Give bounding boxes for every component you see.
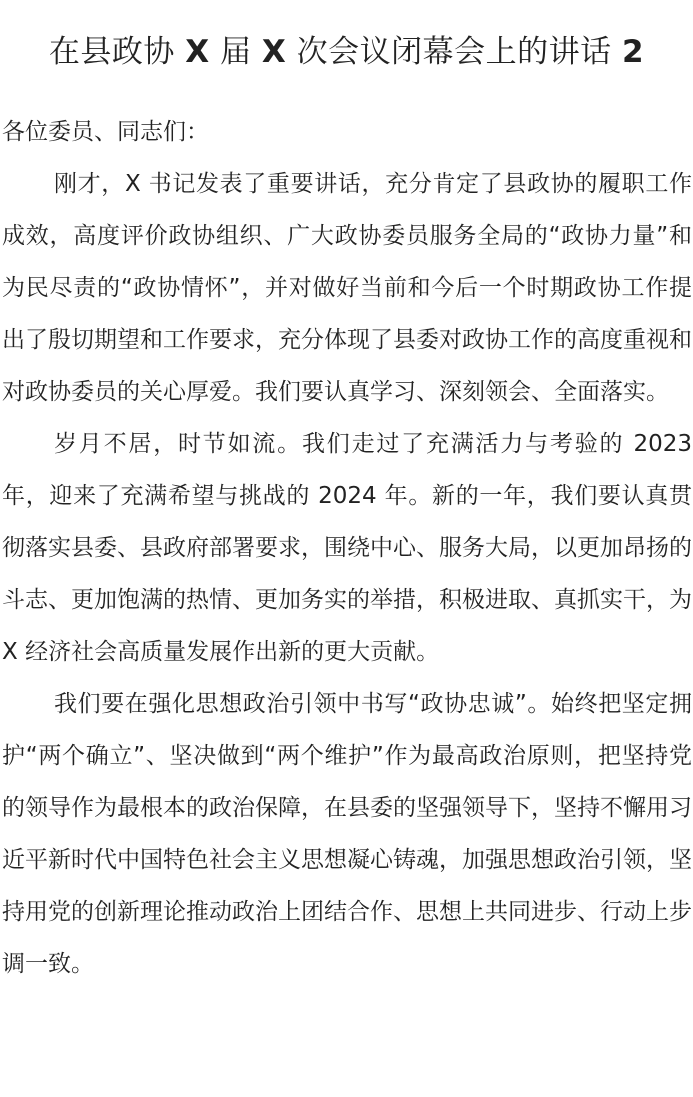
title-text-1: 在县政协 — [48, 34, 186, 70]
title-session-x: X — [185, 34, 210, 70]
paragraph-1: 刚才，X 书记发表了重要讲话，充分肯定了县政协的履职工作成效，高度评价政协组织、广大政协委员服务全局的“政协力量”和为民尽责的“政协情怀”，并对做好当前和今后一个时期政协工作提出了殷切期望和工作要求，充分体现了县委对政协工作的高度重视和对政协委员的关心厚爱。我们要认真学习、深刻领会、全面落实。 — [2, 171, 692, 405]
paragraph-2: 岁月不居，时节如流。我们走过了充满活力与考验的 2023 年，迎来了充满希望与挑战的 2024 年。新的一年，我们要认真贯彻落实县委、县政府部署要求，围绕中心、服务大局，以更加昂扬的斗志、更加饱满的热情、更加务实的举措，积极进取、真抓实干，为 X 经济社会高质量发展作出新的更大贡献。 — [2, 431, 692, 665]
title-text-3: 次会议闭幕会上的讲话 — [286, 34, 623, 70]
paragraph-3: 我们要在强化思想政治引领中书写“政协忠诚”。始终把坚定拥护“两个确立”、坚决做到“两个维护”作为最高政治原则，把坚持党的领导作为最根本的政治保障，在县委的坚强领导下，坚持不懈用习近平新时代中国特色社会主义思想凝心铸魂，加强思想政治引领，坚持用党的创新理论推动政治上团结合作、思想上共同进步、行动上步调一致。 — [2, 691, 692, 977]
title-meeting-x: X — [261, 34, 287, 70]
document-body — [2, 106, 692, 990]
title-number: 2 — [622, 34, 645, 70]
document-title — [0, 0, 693, 80]
salutation: 各位委员、同志们： — [2, 119, 209, 145]
title-text-2: 届 — [209, 34, 262, 70]
